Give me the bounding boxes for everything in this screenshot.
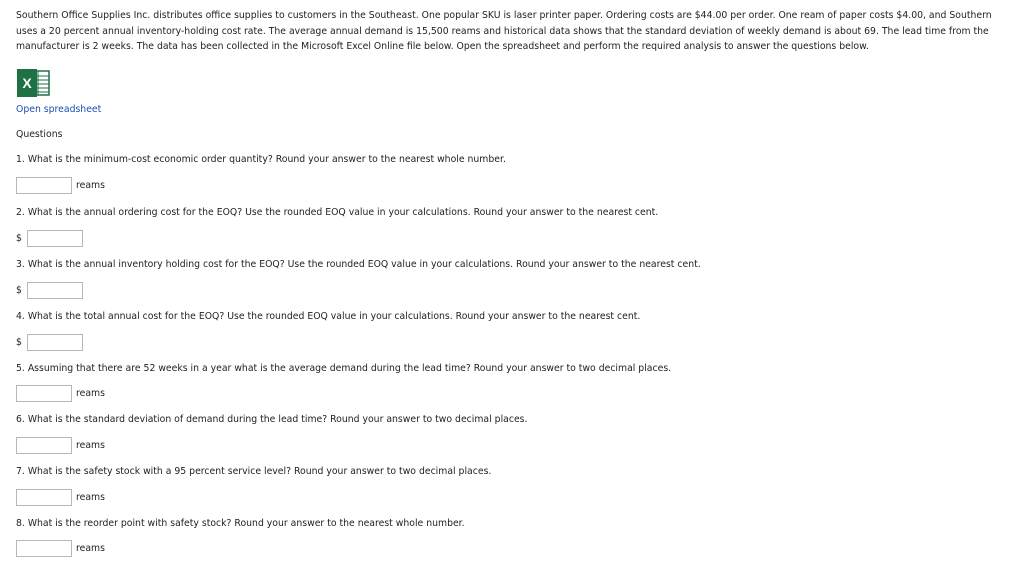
intro-line-1: Southern Office Supplies Inc. distributes office supplies to customers in the Southeast. One popular SKU is laser printer paper. Ordering costs are $44.00 per order. One ream of paper costs $4.00, and Southern [16, 10, 992, 21]
question-8-text: 8. What is the reorder point with safety stock? Round your answer to the nearest whole number. [16, 518, 465, 529]
answer-row-5 [16, 385, 105, 402]
intro-line-3: manufacturer is 2 weeks. The data has been collected in the Microsoft Excel Online file below. Open the spreadsheet and perform the required analysis to answer the questions below. [16, 41, 869, 52]
answer-2-currency: $ [16, 233, 22, 244]
answer-8-input[interactable] [16, 540, 72, 557]
problem-statement [16, 8, 1016, 55]
answer-row-6 [16, 437, 105, 454]
answer-2-input[interactable] [27, 230, 83, 247]
answer-1-input[interactable] [16, 177, 72, 194]
answer-5-unit: reams [76, 388, 105, 399]
question-7-text: 7. What is the safety stock with a 95 percent service level? Round your answer to two decimal places. [16, 466, 492, 477]
excel-icon-letter: X [22, 75, 32, 91]
answer-row-4 [16, 334, 83, 351]
question-3-text: 3. What is the annual inventory holding cost for the EOQ? Use the rounded EOQ value in your calculations. Round your answer to the nearest cent. [16, 259, 701, 270]
answer-8-unit: reams [76, 543, 105, 554]
answer-row-7 [16, 489, 105, 506]
excel-icon[interactable] [16, 68, 50, 98]
intro-line-2: uses a 20 percent annual inventory-holding cost rate. The average annual demand is 15,500 reams and historical data shows that the standard deviation of weekly demand is about 69. The lead time from the [16, 25, 989, 37]
answer-5-input[interactable] [16, 385, 72, 402]
answer-3-currency: $ [16, 285, 22, 296]
question-4-text: 4. What is the total annual cost for the EOQ? Use the rounded EOQ value in your calculations. Round your answer to the nearest cent. [16, 311, 641, 322]
question-5-text: 5. Assuming that there are 52 weeks in a year what is the average demand during the lead time? Round your answer to two decimal places. [16, 363, 672, 374]
answer-row-1 [16, 177, 105, 194]
answer-7-input[interactable] [16, 489, 72, 506]
excel-icon-graphic [16, 68, 50, 98]
answer-row-3 [16, 282, 83, 299]
answer-row-8 [16, 540, 105, 557]
open-spreadsheet-link[interactable]: Open spreadsheet [16, 104, 102, 115]
question-1-text: 1. What is the minimum-cost economic order quantity? Round your answer to the nearest whole number. [16, 154, 506, 165]
answer-1-unit: reams [76, 180, 105, 191]
answer-6-input[interactable] [16, 437, 72, 454]
answer-row-2 [16, 230, 83, 247]
answer-3-input[interactable] [27, 282, 83, 299]
questions-heading: Questions [16, 129, 63, 140]
answer-6-unit: reams [76, 440, 105, 451]
answer-4-currency: $ [16, 337, 22, 348]
question-6-text: 6. What is the standard deviation of demand during the lead time? Round your answer to two decimal places. [16, 414, 528, 425]
answer-7-unit: reams [76, 492, 105, 503]
answer-4-input[interactable] [27, 334, 83, 351]
question-2-text: 2. What is the annual ordering cost for the EOQ? Use the rounded EOQ value in your calculations. Round your answer to the nearest cent. [16, 207, 659, 218]
